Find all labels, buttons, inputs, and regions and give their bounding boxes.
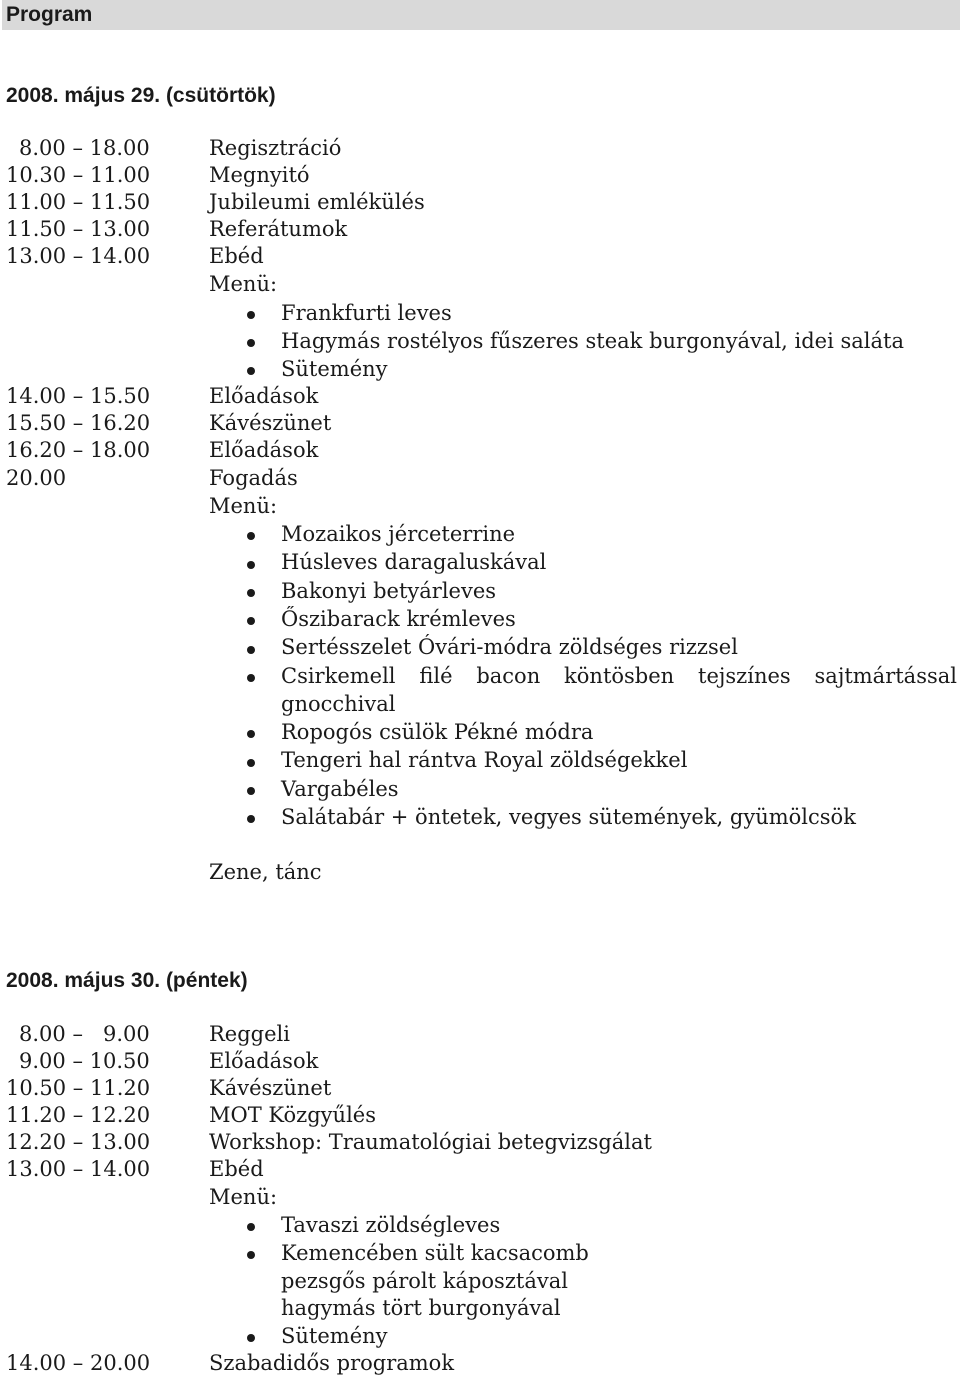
- bullet-icon: [247, 367, 255, 375]
- bullet-icon: [247, 787, 255, 795]
- menu-item-continuation: gnocchival: [281, 692, 396, 716]
- session-activity: Ebéd: [209, 1157, 264, 1181]
- menu-item: Bakonyi betyárleves: [281, 579, 497, 603]
- bullet-icon: [247, 532, 255, 540]
- session-time: 9.00 – 10.50: [19, 1049, 150, 1073]
- menu-item: Kemencében sült kacsacomb: [281, 1241, 589, 1265]
- bullet-icon: [247, 674, 255, 682]
- session-activity: Fogadás: [209, 466, 298, 490]
- bullet-icon: [247, 1223, 255, 1231]
- session-note: Zene, tánc: [209, 860, 322, 884]
- session-activity: Kávészünet: [209, 1076, 332, 1100]
- session-time: 14.00 – 15.50: [6, 384, 151, 408]
- menu-item: Őszibarack krémleves: [281, 607, 516, 631]
- session-time: 8.00 – 9.00: [19, 1022, 150, 1046]
- menu-label: Menü:: [209, 1185, 278, 1209]
- session-time: 16.20 – 18.00: [6, 438, 151, 462]
- menu-item: Tengeri hal rántva Royal zöldségekkel: [281, 748, 688, 772]
- bullet-icon: [247, 617, 255, 625]
- session-time: 10.30 – 11.00: [6, 163, 151, 187]
- session-activity: MOT Közgyűlés: [209, 1103, 376, 1127]
- bullet-icon: [247, 730, 255, 738]
- bullet-icon: [247, 646, 255, 654]
- menu-item: Salátabár + öntetek, vegyes sütemények, gyümölcsök: [281, 805, 856, 829]
- session-time: 11.20 – 12.20: [6, 1103, 151, 1127]
- session-activity: Előadások: [209, 1049, 319, 1073]
- menu-item: Csirkemell filé bacon köntösben tejszínes sajtmártással: [281, 664, 957, 688]
- menu-item: Mozaikos jérceterrine: [281, 522, 516, 546]
- menu-item-continuation: pezsgős párolt káposztával: [281, 1269, 568, 1293]
- menu-item-continuation: hagymás tört burgonyával: [281, 1296, 561, 1320]
- bullet-icon: [247, 759, 255, 767]
- bullet-icon: [247, 311, 255, 319]
- session-time: 14.00 – 20.00: [6, 1351, 151, 1375]
- menu-item: Sütemény: [281, 357, 388, 381]
- menu-label: Menü:: [209, 272, 278, 296]
- session-activity: Szabadidős programok: [209, 1351, 455, 1375]
- session-activity: Jubileumi emlékülés: [209, 190, 425, 214]
- session-activity: Előadások: [209, 438, 319, 462]
- session-time: 8.00 – 18.00: [19, 136, 150, 160]
- session-time: 13.00 – 14.00: [6, 244, 151, 268]
- menu-item: Sütemény: [281, 1324, 388, 1348]
- session-activity: Referátumok: [209, 217, 348, 241]
- session-time: 11.50 – 13.00: [6, 217, 151, 241]
- bullet-icon: [247, 589, 255, 597]
- session-time: 12.20 – 13.00: [6, 1130, 151, 1154]
- menu-item: Hagymás rostélyos fűszeres steak burgonyával, idei saláta: [281, 329, 904, 353]
- menu-label: Menü:: [209, 494, 278, 518]
- session-time: 11.00 – 11.50: [6, 190, 151, 214]
- session-activity: Megnyitó: [209, 163, 310, 187]
- bullet-icon: [247, 339, 255, 347]
- menu-item: Vargabéles: [281, 777, 399, 801]
- menu-item: Ropogós csülök Pékné módra: [281, 720, 594, 744]
- day-heading: 2008. május 30. (péntek): [6, 969, 248, 992]
- session-time: 20.00: [6, 466, 67, 490]
- bullet-icon: [247, 561, 255, 569]
- session-time: 15.50 – 16.20: [6, 411, 151, 435]
- session-activity: Kávészünet: [209, 411, 332, 435]
- session-activity: Reggeli: [209, 1022, 290, 1046]
- bullet-icon: [247, 1334, 255, 1342]
- session-activity: Előadások: [209, 384, 319, 408]
- menu-item: Frankfurti leves: [281, 301, 452, 325]
- session-activity: Regisztráció: [209, 136, 342, 160]
- day-heading: 2008. május 29. (csütörtök): [6, 84, 276, 107]
- session-time: 13.00 – 14.00: [6, 1157, 151, 1181]
- page-title: Program: [2, 0, 960, 30]
- session-time: 10.50 – 11.20: [6, 1076, 151, 1100]
- menu-item: Sertésszelet Óvári-módra zöldséges rizzsel: [281, 635, 738, 659]
- bullet-icon: [247, 1251, 255, 1259]
- bullet-icon: [247, 815, 255, 823]
- menu-item: Húsleves daragaluskával: [281, 550, 547, 574]
- menu-item: Tavaszi zöldségleves: [281, 1213, 501, 1237]
- session-activity: Ebéd: [209, 244, 264, 268]
- session-activity: Workshop: Traumatológiai betegvizsgálat: [209, 1130, 652, 1154]
